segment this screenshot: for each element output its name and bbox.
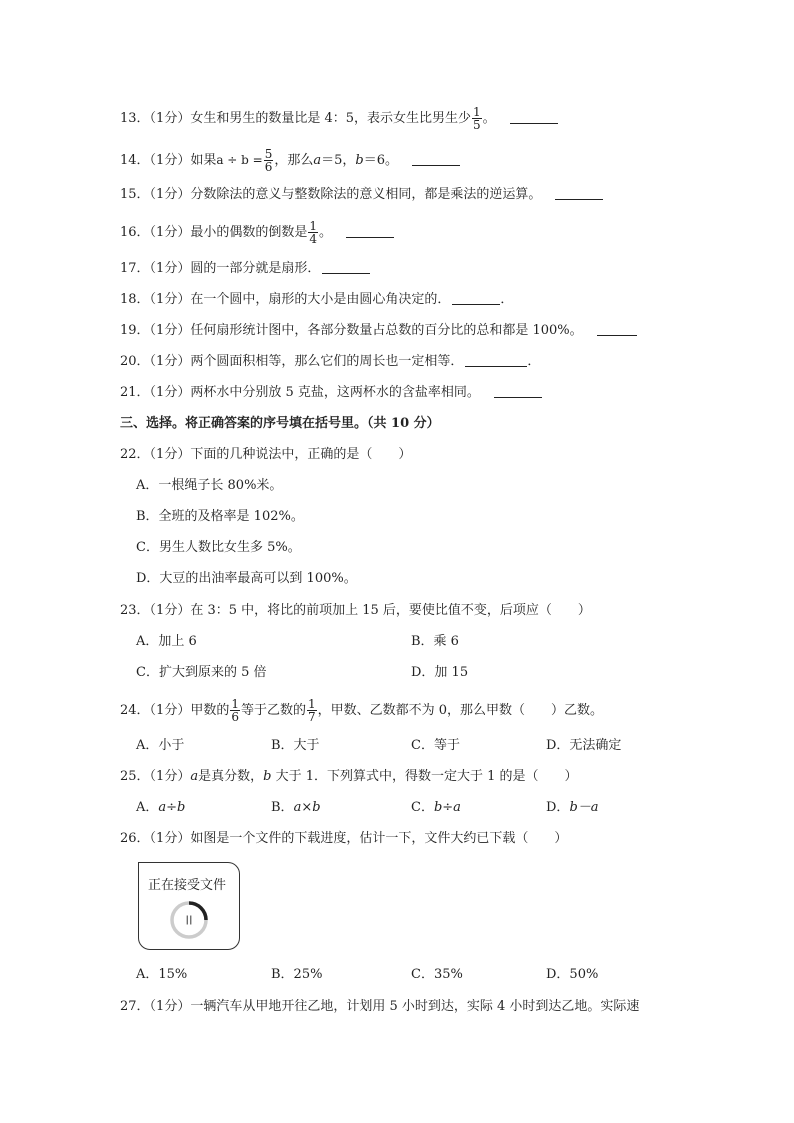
q23-option-a[interactable]: A．加上 6 [136, 634, 197, 649]
q25-option-d[interactable]: D．b－a [546, 800, 599, 815]
q26-option-a[interactable]: A．15% [136, 967, 188, 982]
download-progress-figure [138, 862, 240, 950]
q24-option-b[interactable]: B．大于 [271, 738, 320, 753]
q14-answer-blank[interactable] [412, 164, 460, 166]
question-26-stem: 26．（1分）如图是一个文件的下载进度，估计一下，文件大约已下载（ ） [120, 831, 568, 846]
q22-option-a[interactable]: A．一根绳子长 80%米。 [136, 478, 283, 493]
q14-expression: a ÷ b = [216, 153, 263, 167]
question-15: 15．（1分）分数除法的意义与整数除法的意义相同，都是乘法的逆运算。 [120, 187, 603, 203]
q25-option-a[interactable]: A．a÷b [136, 800, 186, 815]
q24-fraction-2: $\frac{1}{7}$ [307, 697, 316, 724]
question-22-stem: 22．（1分）下面的几种说法中，正确的是（ ） [120, 447, 412, 462]
progress-ring [167, 898, 211, 942]
q22-option-c[interactable]: C．男生人数比女生多 5%。 [136, 540, 301, 555]
q24-option-a[interactable]: A．小于 [136, 738, 185, 753]
question-25-stem: 25．（1分）a是真分数，b 大于 1．下列算式中，得数一定大于 1 的是（ ） [120, 769, 578, 784]
question-19: 19．（1分）任何扇形统计图中，各部分数量占总数的百分比的总和都是 100%。 [120, 323, 637, 339]
q25-option-c[interactable]: C．b÷a [411, 800, 461, 815]
section-3-heading: 三、选择。将正确答案的序号填在括号里。（共 10 分） [120, 416, 440, 431]
q23-option-d[interactable]: D．加 15 [411, 665, 469, 680]
q16-fraction: $\frac{1}{4}$ [309, 219, 317, 246]
q22-option-d[interactable]: D．大豆的出油率最高可以到 100%。 [136, 571, 357, 586]
question-27: 27．（1分）一辆汽车从甲地开往乙地，计划用 5 小时到达，实际 4 小时到达乙地。实际速 [120, 999, 640, 1014]
q24-option-c[interactable]: C．等于 [411, 738, 460, 753]
q19-answer-blank[interactable] [597, 334, 637, 336]
q13-answer-blank[interactable] [510, 122, 558, 124]
q24-fraction-1: $\frac{1}{6}$ [231, 697, 239, 724]
question-16: 16．（1分）最小的偶数的倒数是 $\frac{1}{4}$ 。 [120, 220, 394, 245]
q14-fraction: $\frac{5}{6}$ [264, 147, 273, 174]
q13-text: 13．（1分）女生和男生的数量比是 4：5，表示女生比男生少 [120, 111, 471, 126]
question-21: 21．（1分）两杯水中分别放 5 克盐，这两杯水的含盐率相同。 [120, 385, 542, 401]
q23-option-b[interactable]: B．乘 6 [411, 634, 459, 649]
question-13: 13．（1分）女生和男生的数量比是 4：5，表示女生比男生少 $\frac{1}{5}$ 。 [120, 106, 558, 131]
question-17: 17．（1分）圆的一部分就是扇形． [120, 261, 370, 277]
q22-option-b[interactable]: B．全班的及格率是 102%。 [136, 509, 304, 524]
q26-option-c[interactable]: C．35% [411, 967, 463, 982]
question-20: 20．（1分）两个圆面积相等，那么它们的周长也一定相等． ． [120, 354, 541, 369]
q25-option-b[interactable]: B．a×b [271, 800, 321, 815]
question-18: 18．（1分）在一个圆中，扇形的大小是由圆心角决定的． ． [120, 292, 514, 307]
q16-answer-blank[interactable] [346, 236, 394, 238]
pause-icon: II [185, 913, 193, 928]
q13-fraction: $\frac{1}{5}$ [473, 105, 481, 132]
q20-answer-blank[interactable] [465, 365, 527, 367]
q26-option-b[interactable]: B．25% [271, 967, 323, 982]
q24-option-d[interactable]: D．无法确定 [546, 738, 622, 753]
q15-answer-blank[interactable] [555, 198, 603, 200]
question-23-stem: 23．（1分）在 3：5 中，将比的前项加上 15 后，要使比值不变，后项应（ ） [120, 603, 591, 618]
question-14: 14．（1分）如果a ÷ b = $\frac{5}{6}$ ，那么a＝5，b＝6。 [120, 148, 460, 173]
question-24-stem: 24．（1分）甲数的 $\frac{1}{6}$ 等于乙数的 $\frac{1}{7}$ ，甲数、乙数都不为 0，那么甲数（ ）乙数。 [120, 697, 604, 724]
q21-answer-blank[interactable] [494, 396, 542, 398]
q18-answer-blank[interactable] [452, 303, 500, 305]
q26-option-d[interactable]: D．50% [546, 967, 599, 982]
q17-answer-blank[interactable] [322, 272, 370, 274]
q23-option-c[interactable]: C．扩大到原来的 5 倍 [136, 665, 267, 680]
figure-caption: 正在接受文件 [148, 878, 227, 893]
